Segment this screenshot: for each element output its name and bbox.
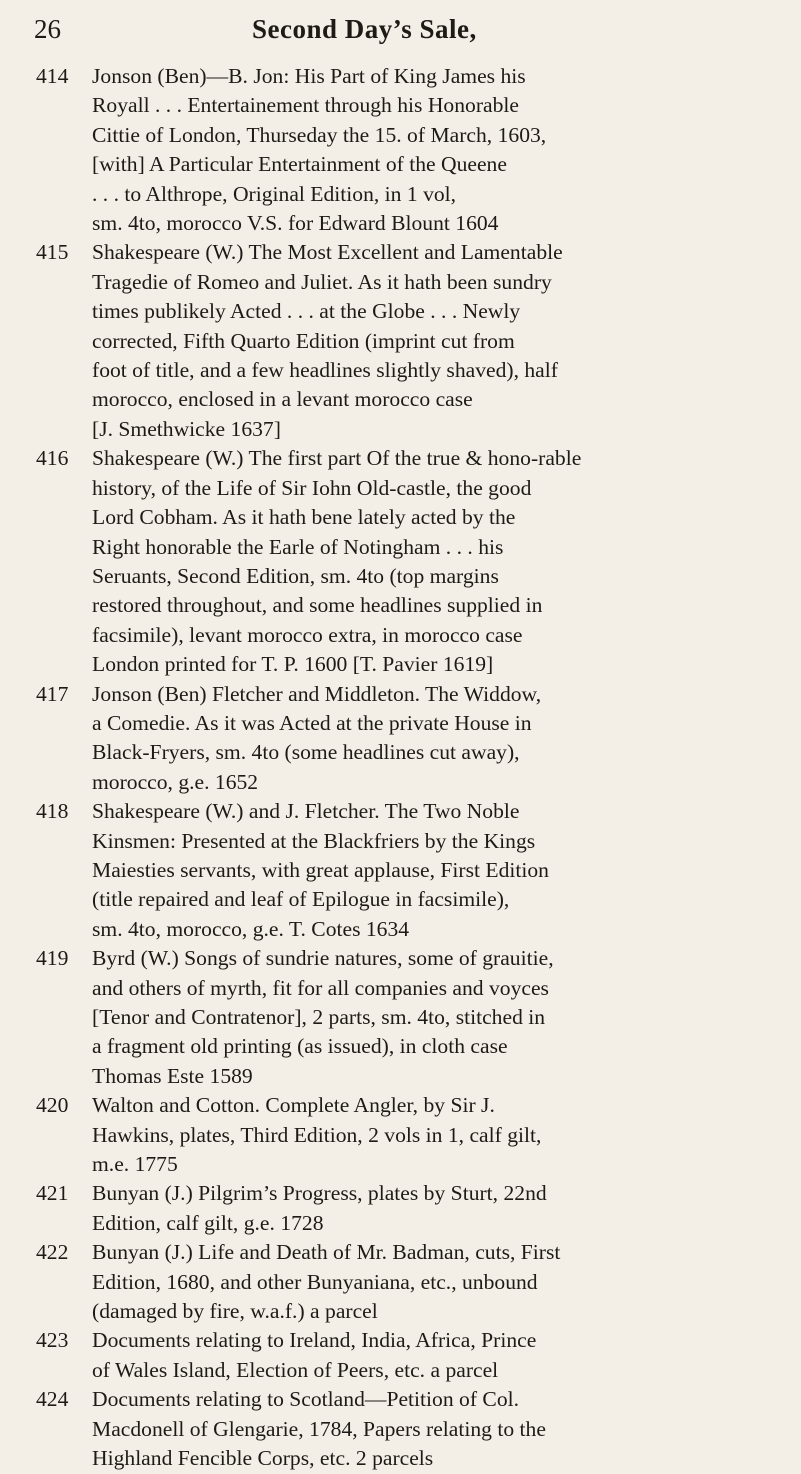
lot-number: 417: [36, 681, 69, 706]
lot-line: (damaged by fire, w.a.f.) a parcel: [92, 1299, 378, 1324]
lot-line: restored throughout, and some headlines supplied in: [92, 593, 543, 618]
lot-line: times publikely Acted . . . at the Globe . . . Newly: [92, 299, 521, 324]
lot-number: 418: [36, 799, 69, 824]
lot-number: 422: [36, 1240, 69, 1265]
lot-number: 421: [36, 1181, 69, 1206]
lot-line: morocco, g.e. 1652: [92, 769, 259, 794]
lot-line: a Comedie. As it was Acted at the private House in: [92, 710, 532, 735]
lot-line: Kinsmen: Presented at the Blackfriers by the Kings: [92, 828, 536, 853]
lot-entry: [36, 1179, 781, 1238]
lot-entry: [36, 944, 781, 1091]
lot-line: Jonson (Ben) Fletcher and Middleton. The Widdow,: [92, 681, 542, 706]
lot-line: Right honorable the Earle of Notingham . . . his: [92, 534, 504, 559]
lot-number: 423: [36, 1328, 69, 1353]
lot-line: a fragment old printing (as issued), in cloth case: [92, 1034, 508, 1059]
lot-line: history, of the Life of Sir Iohn Old-castle, the good: [92, 475, 532, 500]
lot-line: Bunyan (J.) Pilgrim’s Progress, plates by Sturt, 22nd: [92, 1181, 547, 1206]
lot-line: Walton and Cotton. Complete Angler, by Sir J.: [92, 1093, 495, 1118]
lot-line: morocco, enclosed in a levant morocco case: [92, 387, 473, 412]
lot-line: Documents relating to Ireland, India, Africa, Prince: [92, 1328, 537, 1353]
lot-line: of Wales Island, Election of Peers, etc. a parcel: [92, 1357, 499, 1382]
lot-entry: [36, 1385, 781, 1473]
lot-line: Maiesties servants, with great applause, First Edition: [92, 857, 549, 882]
lot-entry: [36, 1091, 781, 1179]
lot-line: Black-Fryers, sm. 4to (some headlines cut away),: [92, 740, 520, 765]
lot-line: (title repaired and leaf of Epilogue in facsimile),: [92, 887, 510, 912]
lot-line: facsimile), levant morocco extra, in morocco case: [92, 622, 523, 647]
lot-number: 424: [36, 1387, 69, 1412]
lot-line: [with] A Particular Entertainment of the Queene: [92, 152, 507, 177]
lot-number: 416: [36, 446, 69, 471]
lot-line: Jonson (Ben)—B. Jon: His Part of King James his: [92, 64, 526, 88]
lot-line: Lord Cobham. As it hath bene lately acted by the: [92, 505, 516, 530]
lot-line: Shakespeare (W.) The Most Excellent and Lamentable: [92, 240, 563, 265]
lot-number: 419: [36, 946, 69, 971]
lot-line: [Tenor and Contratenor], 2 parts, sm. 4to, stitched in: [92, 1005, 546, 1029]
lot-entry: [36, 444, 781, 679]
lot-line: and others of myrth, fit for all companies and voyces: [92, 975, 549, 1000]
lot-line: corrected, Fifth Quarto Edition (imprint cut from: [92, 328, 515, 353]
lot-line: Documents relating to Scotland—Petition of Col.: [92, 1387, 520, 1412]
lot-line: Shakespeare (W.) The first part Of the true & hono-rable: [92, 446, 582, 471]
lot-line: London printed for T. P. 1600 [T. Pavier 1619]: [92, 652, 494, 677]
lot-line: Highland Fencible Corps, etc. 2 parcels: [92, 1446, 434, 1471]
lot-line: sm. 4to, morocco, g.e. T. Cotes 1634: [92, 916, 410, 941]
lot-number: 415: [36, 240, 69, 265]
lot-entry: [36, 1326, 781, 1385]
lot-line: m.e. 1775: [92, 1152, 178, 1177]
lot-entry: [36, 1238, 781, 1326]
running-head: Second Day’s Sale,: [252, 14, 477, 44]
lot-line: Hawkins, plates, Third Edition, 2 vols in 1, calf gilt,: [92, 1122, 542, 1147]
lot-entry: [36, 62, 781, 238]
lot-number: 414: [36, 64, 69, 88]
lot-line: Edition, calf gilt, g.e. 1728: [92, 1210, 324, 1235]
lot-line: Seruants, Second Edition, sm. 4to (top margins: [92, 563, 499, 588]
lot-line: . . . to Althrope, Original Edition, in 1 vol,: [92, 181, 457, 206]
lot-line: Macdonell of Glengarie, 1784, Papers relating to the: [92, 1416, 546, 1441]
lot-entry: [36, 797, 781, 944]
lot-number: 420: [36, 1093, 69, 1118]
lot-line: Edition, 1680, and other Bunyaniana, etc., unbound: [92, 1269, 538, 1294]
lot-line: Shakespeare (W.) and J. Fletcher. The Two Noble: [92, 799, 520, 824]
lot-line: Thomas Este 1589: [92, 1063, 253, 1088]
lot-line: Tragedie of Romeo and Juliet. As it hath been sundry: [92, 269, 552, 294]
lot-entry: [36, 238, 781, 444]
lot-line: [J. Smethwicke 1637]: [92, 416, 281, 441]
lot-line: foot of title, and a few headlines slightly shaved), half: [92, 358, 558, 383]
lot-line: Cittie of London, Thurseday the 15. of March, 1603,: [92, 122, 547, 147]
lot-line: Royall . . . Entertainement through his Honorable: [92, 93, 519, 118]
lot-list: [36, 62, 781, 1474]
lot-line: sm. 4to, morocco V.S. for Edward Blount 1604: [92, 211, 499, 236]
lot-line: Bunyan (J.) Life and Death of Mr. Badman, cuts, First: [92, 1240, 561, 1265]
lot-line: Byrd (W.) Songs of sundrie natures, some of grauitie,: [92, 946, 554, 971]
page-number: 26: [34, 14, 61, 44]
page-header: [30, 14, 770, 54]
lot-entry: [36, 680, 781, 798]
